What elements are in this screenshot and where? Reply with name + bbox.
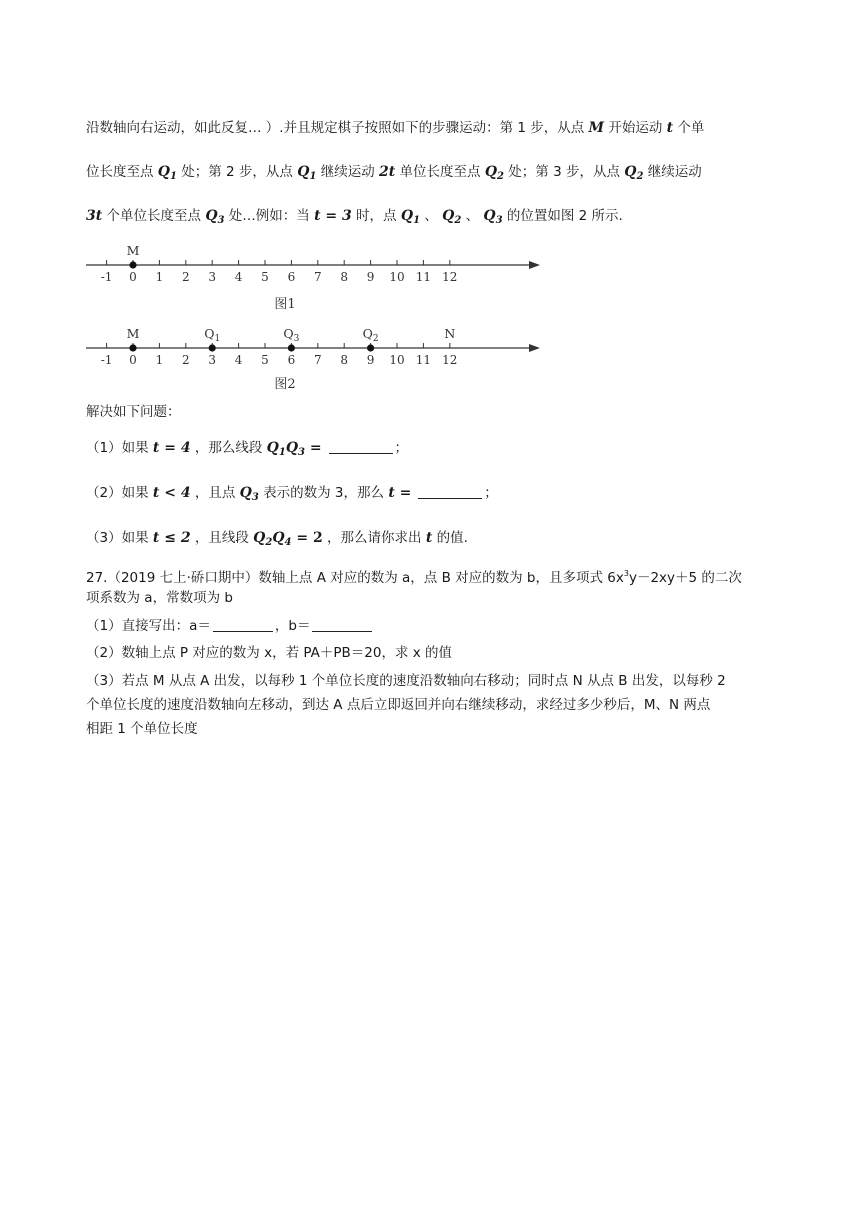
text: 表示的数为 3，那么 — [258, 485, 389, 501]
tick-label: 6 — [287, 353, 296, 367]
superscript: 3 — [623, 569, 629, 578]
tick-label: 9 — [366, 353, 375, 367]
math-Q3: $Q_3$ — [483, 208, 503, 226]
text: 、 — [461, 208, 484, 224]
point-dot — [129, 261, 136, 268]
text: （1）直接写出：a＝ — [86, 618, 211, 634]
point-dot — [209, 344, 216, 351]
point-dot — [288, 344, 295, 351]
text: ，且线段 — [190, 530, 254, 546]
tick-label: 7 — [313, 353, 322, 367]
math-Q2: $Q_2$ — [624, 164, 644, 182]
text: 个单位长度至点 — [102, 208, 206, 224]
answer-blank[interactable] — [418, 484, 482, 499]
question-3 — [86, 528, 468, 553]
tick-label: 7 — [313, 270, 322, 284]
problem-27-line-1 — [86, 564, 742, 588]
point-label: M — [126, 243, 140, 258]
text: ，那么请你求出 — [322, 530, 426, 546]
math-t-eq-4: t = 4 — [152, 440, 191, 456]
text: 开始运动 — [604, 120, 667, 136]
tick-label: 2 — [181, 353, 190, 367]
tick-label: 10 — [389, 270, 405, 284]
tick-label: 0 — [129, 353, 137, 367]
tick-label: 1 — [155, 270, 164, 284]
figure-1 — [86, 243, 540, 312]
text: 27.（2019 七上·硚口期中）数轴上点 A 对应的数为 a，点 B 对应的数为 b，且多项式 6x — [86, 570, 624, 586]
tick-label: 0 — [129, 270, 137, 284]
figure-caption: 图2 — [274, 377, 296, 392]
math-Q2: $Q_2$ — [484, 164, 504, 182]
text: 时，点 — [351, 208, 401, 224]
answer-blank[interactable] — [329, 439, 393, 454]
text: ； — [484, 485, 498, 501]
math-Q3: $Q_3$ — [205, 208, 225, 226]
text: ，且点 — [190, 485, 240, 501]
point-label: N — [444, 326, 456, 341]
tick-label: 6 — [287, 270, 296, 284]
text: （1）如果 — [86, 440, 153, 456]
math-t-eq: t = — [388, 485, 417, 501]
tick-label: -1 — [100, 353, 113, 367]
problem-27-part-3-line-3: 相距 1 个单位长度 — [86, 721, 198, 737]
tick-label: 11 — [415, 353, 432, 367]
math-Q1Q3: $Q_1Q_3$ = — [266, 440, 327, 458]
axis-arrow — [529, 344, 540, 352]
question-1 — [86, 438, 408, 463]
math-M: M — [588, 120, 605, 136]
tick-label: 9 — [366, 270, 375, 284]
tick-label: 1 — [155, 353, 164, 367]
point-dot — [367, 344, 374, 351]
text: 沿数轴向右运动，如此反复… ）.并且规定棋子按照如下的步骤运动：第 1 步，从点 — [86, 120, 589, 136]
tick-label: 3 — [208, 270, 217, 284]
problem-27-part-3-line-2: 个单位长度的速度沿数轴向左移动，到达 A 点后立即返回并向右继续移动，求经过多少秒后，M、N 两点 — [86, 697, 711, 713]
text: （2）如果 — [86, 485, 153, 501]
point-label: $Q_2$ — [362, 326, 379, 344]
problem-27-part-1 — [86, 616, 374, 636]
math-3t: 3t — [86, 208, 103, 224]
text: 继续运动 — [643, 164, 702, 180]
tick-label: 4 — [234, 270, 243, 284]
problem-27-part-3-line-1: （3）若点 M 从点 A 出发，以每秒 1 个单位长度的速度沿数轴向右移动；同时点 N 从点 B 出发，以每秒 2 — [86, 673, 726, 689]
tick-label: 10 — [389, 353, 405, 367]
math-t: t — [666, 120, 674, 136]
tick-label: 2 — [181, 270, 190, 284]
figure-caption: 图1 — [274, 297, 296, 312]
number-line-figures — [0, 0, 860, 400]
text: 单位长度至点 — [395, 164, 485, 180]
tick-label: 8 — [340, 353, 349, 367]
math-t-le-2: t ≤ 2 — [152, 530, 191, 546]
point-label: $Q_3$ — [283, 326, 300, 344]
text: ； — [394, 440, 408, 456]
text: 处…例如：当 — [224, 208, 315, 224]
tick-label: 4 — [234, 353, 243, 367]
text: 的位置如图 2 所示. — [502, 208, 623, 224]
math-Q2Q4: $Q_2Q_4 = 2$ — [253, 530, 323, 548]
text: 继续运动 — [316, 164, 379, 180]
math-Q1: $Q_1$ — [400, 208, 421, 226]
point-label: M — [126, 326, 140, 341]
solve-heading: 解决如下问题： — [86, 404, 181, 420]
text: （3）如果 — [86, 530, 153, 546]
math-t: t — [425, 530, 433, 546]
figure-2 — [86, 326, 540, 392]
math-2t: 2t — [379, 164, 396, 180]
math-Q1: $Q_1$ — [157, 164, 177, 182]
answer-blank-b[interactable] — [312, 617, 372, 632]
tick-label: 12 — [442, 270, 458, 284]
tick-label: 11 — [415, 270, 432, 284]
problem-27-part-2: （2）数轴上点 P 对应的数为 x，若 PA＋PB＝20，求 x 的值 — [86, 645, 453, 661]
text: 个单 — [673, 120, 705, 136]
math-Q1: $Q_1$ — [297, 164, 317, 182]
text: 处；第 3 步，从点 — [503, 164, 625, 180]
tick-label: -1 — [100, 270, 113, 284]
text: ，那么线段 — [190, 440, 267, 456]
math-t-eq-3: t = 3 — [314, 208, 352, 224]
text: ，b＝ — [274, 618, 311, 634]
text: 处；第 2 步，从点 — [176, 164, 298, 180]
math-Q2: $Q_2$ — [442, 208, 462, 226]
text: y－2xy＋5 的二次 — [628, 570, 742, 586]
axis-arrow — [529, 261, 540, 269]
text: 位长度至点 — [86, 164, 158, 180]
text: 、 — [420, 208, 443, 224]
tick-label: 8 — [340, 270, 349, 284]
tick-label: 3 — [208, 353, 217, 367]
math-Q3: $Q_3$ — [239, 485, 259, 503]
math-t-lt-4: t < 4 — [152, 485, 191, 501]
tick-label: 5 — [261, 353, 269, 367]
point-label: $Q_1$ — [204, 326, 221, 344]
point-dot — [129, 344, 136, 351]
tick-label: 12 — [442, 353, 458, 367]
question-2 — [86, 483, 498, 508]
problem-27-line-2: 项系数为 a，常数项为 b — [86, 590, 233, 606]
tick-label: 5 — [261, 270, 269, 284]
text: 的值. — [432, 530, 468, 546]
answer-blank-a[interactable] — [213, 617, 273, 632]
